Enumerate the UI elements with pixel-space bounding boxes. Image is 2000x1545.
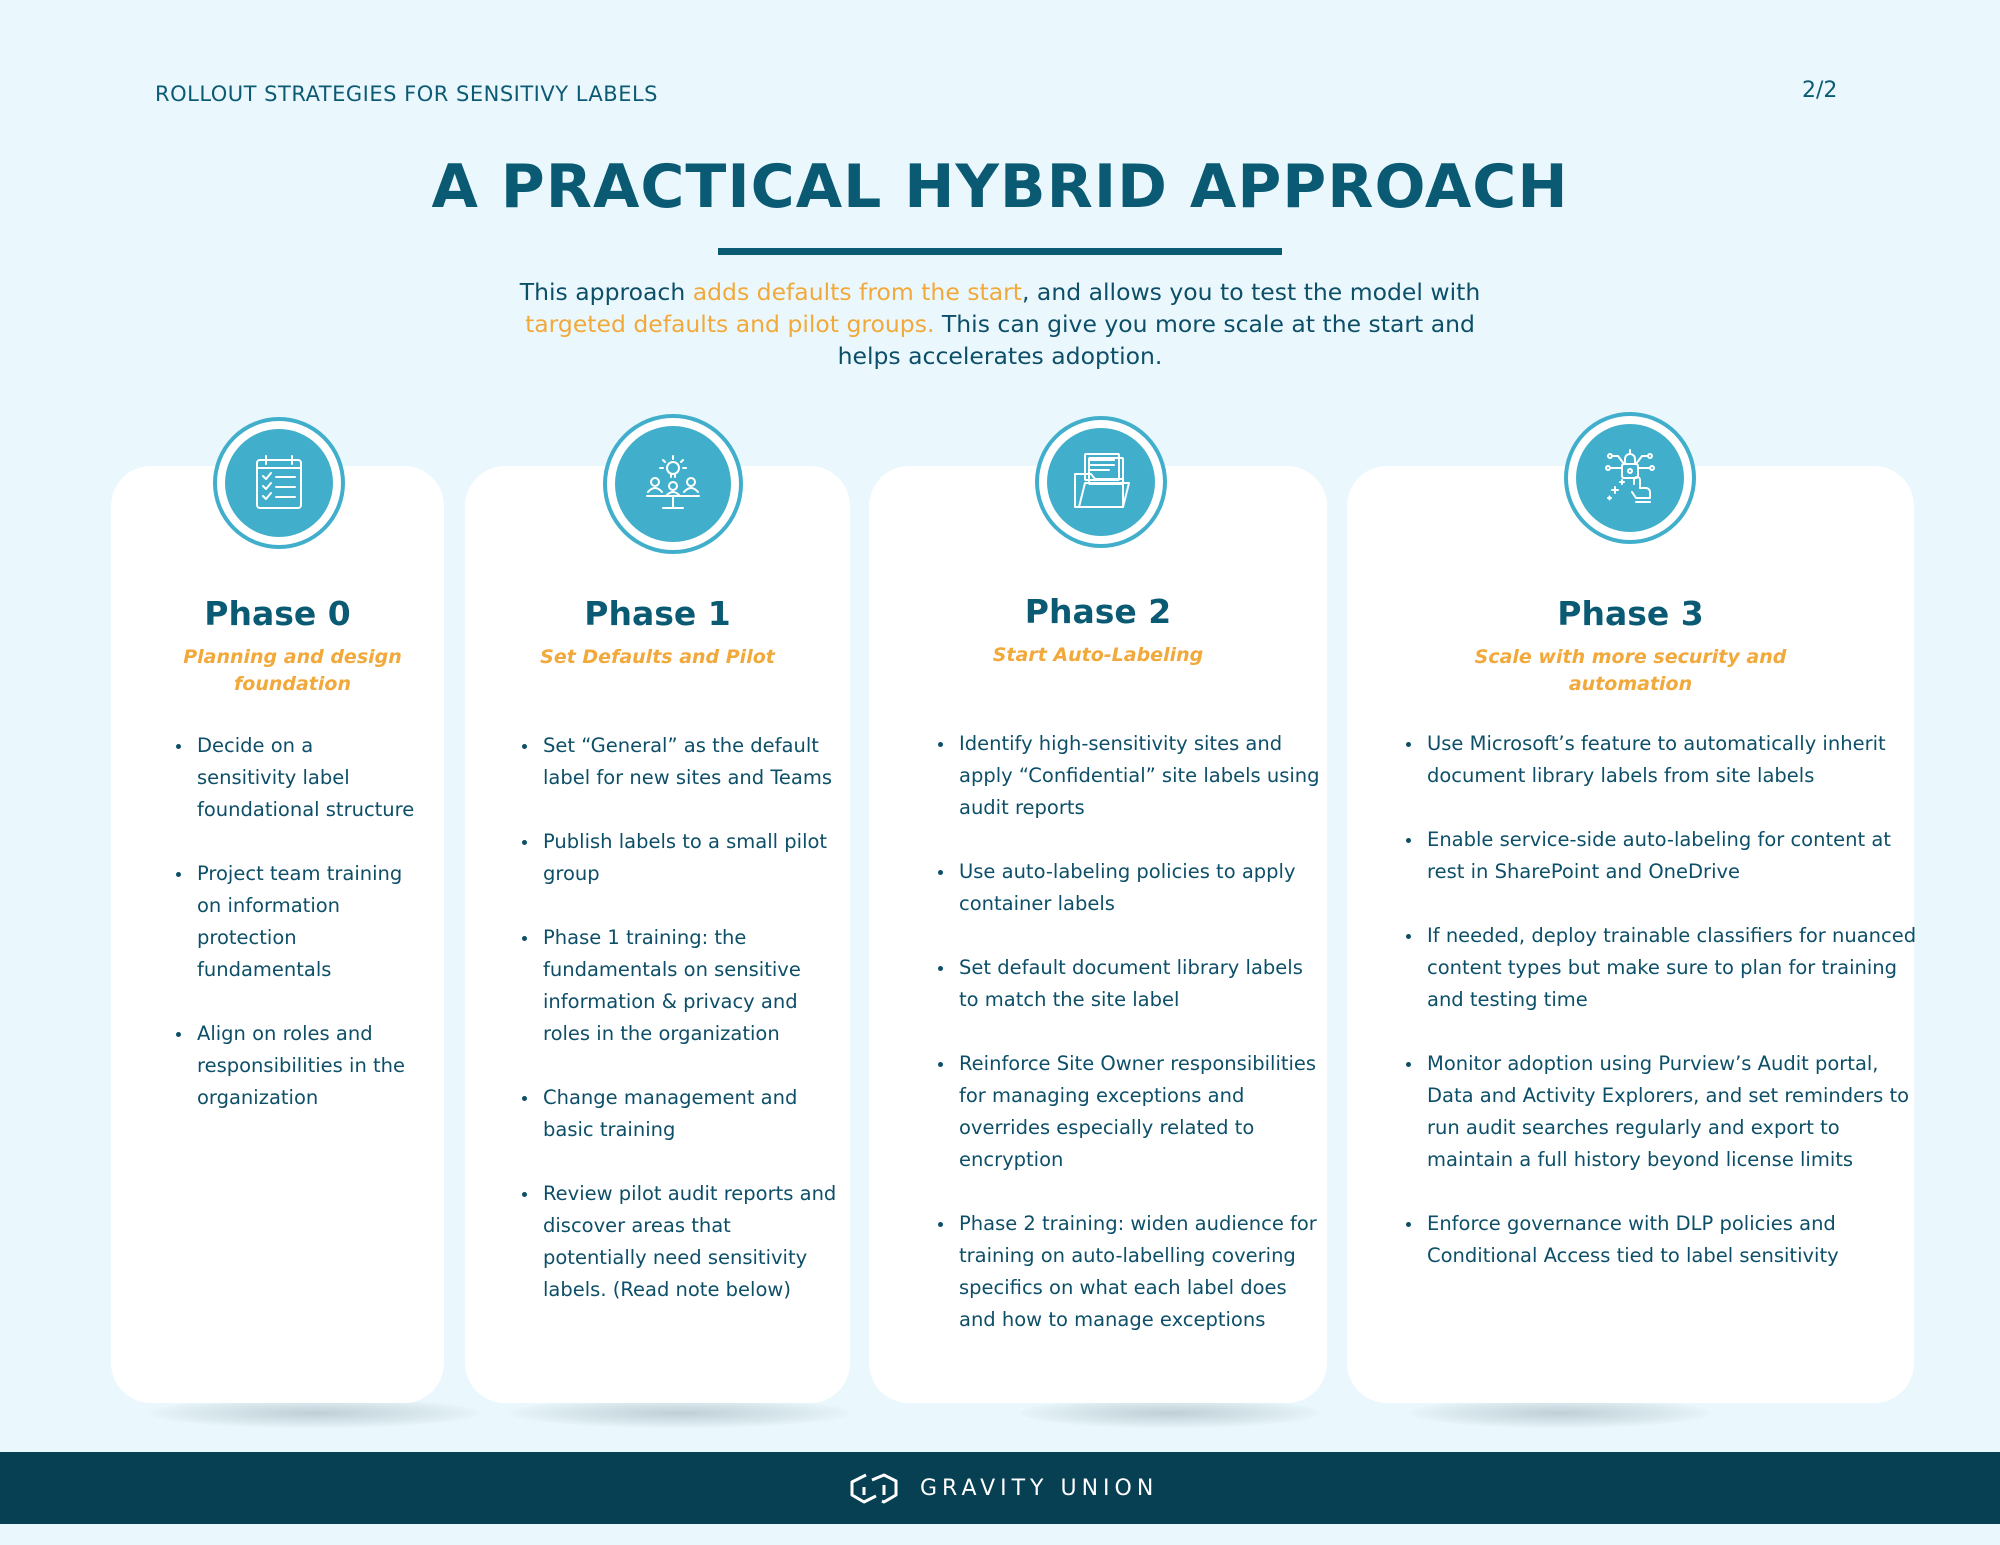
phase-1-badge	[603, 414, 743, 554]
phase-title: Phase 2	[1024, 592, 1172, 631]
intro-text: , and allows you to test the model with	[1021, 278, 1481, 306]
list-item: • Phase 1 training: the fundamentals on sensitive information & privacy and roles in the organization	[539, 922, 839, 1050]
list-item: • Project team training on information protection fundamentals	[193, 858, 418, 986]
phase-3-badge	[1564, 412, 1696, 544]
intro-paragraph	[500, 276, 1500, 372]
phase-title: Phase 3	[1557, 594, 1704, 633]
phase-2-list	[931, 728, 1325, 1368]
list-item: • Enable service-side auto-labeling for content at rest in SharePoint and OneDrive	[1423, 824, 1923, 888]
phase-1-card	[465, 466, 850, 1403]
title-underline	[718, 248, 1282, 255]
list-item: • Monitor adoption using Purview’s Audit portal, Data and Activity Explorers, and set reminders to run audit searches regularly and export to maintain a full history beyond license limits	[1423, 1048, 1923, 1176]
list-item: • Change management and basic training	[539, 1082, 839, 1146]
phase-title: Phase 0	[204, 594, 351, 633]
page-number: 2/2	[1802, 78, 1838, 103]
footer-brand: GRAVITY UNION	[920, 1475, 1159, 1501]
gravity-union-logo-icon	[846, 1471, 902, 1505]
phase-subtitle: Scale with more security and automation	[1474, 646, 1787, 695]
list-item: • Set default document library labels to match the site label	[955, 952, 1325, 1016]
phase-3-list	[1399, 728, 1923, 1304]
phase-subtitle: Set Defaults and Pilot	[540, 646, 775, 668]
team-idea-icon	[641, 452, 705, 516]
list-item: • Set “General” as the default label for new sites and Teams	[539, 730, 839, 794]
list-item: • Reinforce Site Owner responsibilities for managing exceptions and overrides especially related to encryption	[955, 1048, 1325, 1176]
folder-documents-icon	[1069, 450, 1133, 514]
phase-0-list	[169, 730, 418, 1146]
list-item: • If needed, deploy trainable classifiers for nuanced content types but make sure to plan for training and testing time	[1423, 920, 1923, 1016]
list-item: • Publish labels to a small pilot group	[539, 826, 839, 890]
phase-1-list	[515, 730, 839, 1338]
intro-text: This can give you more scale at the start and helps accelerates adoption.	[837, 310, 1475, 370]
phase-0-badge	[213, 417, 345, 549]
checklist-icon	[247, 451, 311, 515]
page-title: A PRACTICAL HYBRID APPROACH	[431, 152, 1569, 222]
list-item: • Decide on a sensitivity label foundational structure	[193, 730, 418, 826]
intro-highlight: adds defaults from the start	[692, 278, 1022, 306]
list-item: • Align on roles and responsibilities in the organization	[193, 1018, 418, 1114]
phase-2-badge	[1035, 416, 1167, 548]
list-item: • Use Microsoft’s feature to automatically inherit document library labels from site labels	[1423, 728, 1923, 792]
list-item: • Enforce governance with DLP policies and Conditional Access tied to label sensitivity	[1423, 1208, 1923, 1272]
phase-0-card	[111, 466, 444, 1403]
list-item: • Review pilot audit reports and discover areas that potentially need sensitivity labels. (Read note below)	[539, 1178, 839, 1306]
phase-2-card	[869, 466, 1327, 1403]
phase-subtitle: Planning and design foundation	[183, 646, 402, 695]
header-kicker: ROLLOUT STRATEGIES FOR SENSITIVY LABELS	[155, 82, 658, 106]
security-automation-icon	[1598, 446, 1662, 510]
footer-bar	[0, 1452, 2000, 1524]
intro-highlight: targeted defaults and pilot groups.	[525, 310, 935, 338]
intro-text: This approach	[519, 278, 693, 306]
phase-3-card	[1347, 466, 1917, 1403]
list-item: • Identify high-sensitivity sites and apply “Confidential” site labels using audit reports	[955, 728, 1325, 824]
footer-logo	[846, 1470, 1158, 1506]
phase-title: Phase 1	[584, 594, 731, 633]
list-item: • Phase 2 training: widen audience for training on auto-labelling covering specifics on what each label does and how to manage exceptions	[955, 1208, 1325, 1336]
list-item: • Use auto-labeling policies to apply container labels	[955, 856, 1325, 920]
phase-subtitle: Start Auto-Labeling	[992, 644, 1204, 666]
